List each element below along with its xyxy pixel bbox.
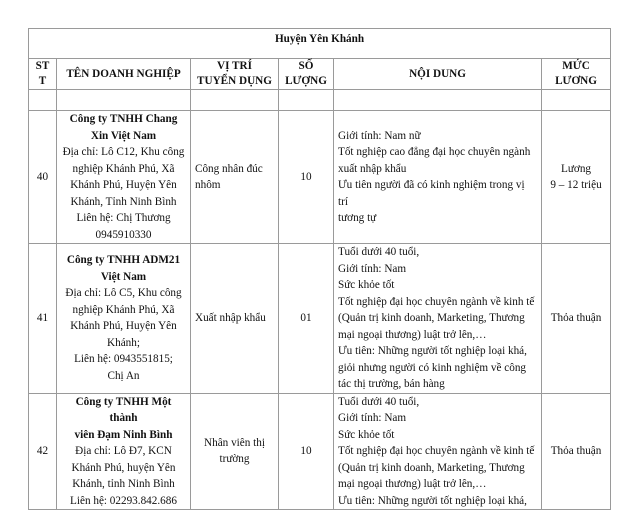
content-line: (Quản trị kinh doanh, Marketing, Thương (338, 312, 525, 324)
stt-cell: 41 (29, 244, 57, 394)
header-quantity (279, 59, 334, 90)
company-name-line: viên Đạm Ninh Bình (74, 428, 173, 441)
header-position-line1: VỊ TRÍ (217, 60, 252, 72)
company-detail-line: Khánh, Tỉnh Ninh Bình (70, 195, 177, 208)
company-detail-line: Chị An (107, 369, 140, 382)
table-row (29, 244, 611, 394)
header-stt-line1: ST (35, 60, 50, 72)
header-salary-line1: MỨC (562, 60, 590, 72)
company-name-line: Công ty TNHH ADM21 (66, 254, 181, 267)
company-detail-line: Khánh Phú, huyện Yên (71, 461, 176, 474)
company-detail-line: Khánh, tỉnh Ninh Bình (72, 478, 175, 490)
salary-line: Lương (561, 162, 592, 175)
header-position-line2: TUYỂN DỤNG (197, 75, 272, 87)
header-company: TÊN DOANH NGHIỆP (57, 59, 191, 90)
empty-cell (334, 90, 542, 111)
header-salary (542, 59, 611, 90)
stt-cell: 42 (29, 393, 57, 510)
content-line: Tốt nghiệp đại học chuyên ngành về kinh tế (338, 295, 535, 308)
content-line: giỏi nhưng người có kinh nghiệm về công (338, 361, 527, 374)
content-line: Tuổi dưới 40 tuổi, (338, 395, 420, 408)
empty-row (29, 90, 611, 111)
content-line: xuất nhập khẩu (338, 162, 407, 175)
empty-cell (57, 90, 191, 111)
header-content: NỘI DUNG (334, 59, 542, 90)
company-detail-line: Địa chỉ: Lô Đ7, KCN (75, 445, 172, 457)
district-title: Huyện Yên Khánh (29, 29, 611, 59)
content-line: mại ngoại thương) luật trở lên,… (338, 478, 487, 490)
company-detail-line: nghiệp Khánh Phú, Xã (72, 303, 175, 316)
company-name-line: Xin Việt Nam (90, 129, 157, 142)
company-detail-line: Liên hệ: Chị Thương (76, 212, 171, 224)
table-header-row (29, 59, 611, 90)
company-detail-line: 0945910330 (95, 228, 152, 241)
company-name-line: Việt Nam (100, 270, 147, 283)
content-cell (334, 393, 542, 510)
salary-line: Thỏa thuận (550, 445, 602, 457)
salary-cell (542, 393, 611, 510)
company-detail-line: Khánh Phú, Huyện Yên (70, 179, 177, 191)
recruitment-table (28, 28, 611, 510)
content-line: (Quản trị kinh doanh, Marketing, Thương (338, 461, 525, 474)
quantity-cell: 10 (279, 393, 334, 510)
content-line: Ưu tiên người đã có kinh nghiệm trong vị trí (338, 179, 525, 208)
company-detail-line: Liên hệ: 0943551815; (74, 353, 173, 366)
content-line: Tốt nghiệp cao đẳng đại học chuyên ngành (338, 146, 531, 158)
salary-cell (542, 111, 611, 244)
content-line: Giới tính: Nam (338, 262, 407, 275)
content-line: Tuổi dưới 40 tuổi, (338, 246, 420, 258)
company-detail-line: Khánh Phú, Huyện Yên (70, 320, 177, 333)
salary-line: Thỏa thuận (550, 312, 602, 324)
salary-cell (542, 244, 611, 394)
company-detail-line: nghiệp Khánh Phú, Xã (72, 162, 175, 175)
table-row (29, 393, 611, 510)
header-salary-line2: LƯƠNG (555, 75, 597, 87)
content-line: tác thị trường, bán hàng (338, 378, 445, 390)
content-cell (334, 244, 542, 394)
header-quantity-line2: LƯỢNG (285, 75, 327, 87)
company-cell (57, 244, 191, 394)
company-detail-line: Địa chỉ: Lô C5, Khu công (65, 287, 182, 300)
quantity-cell: 10 (279, 111, 334, 244)
company-detail-line: Địa chỉ: Lô C12, Khu công (62, 146, 185, 158)
content-line: Sức khỏe tốt (338, 279, 395, 291)
content-line: Sức khỏe tốt (338, 428, 395, 441)
company-detail-line: Liên hệ: 02293.842.686 (70, 494, 177, 507)
position-cell: Công nhân đúc nhôm (191, 111, 279, 244)
header-stt (29, 59, 57, 90)
content-line: Giới tính: Nam nữ (338, 129, 421, 142)
header-stt-line2: T (38, 75, 47, 87)
table-row (29, 111, 611, 244)
quantity-cell: 01 (279, 244, 334, 394)
empty-cell (191, 90, 279, 111)
empty-cell (279, 90, 334, 111)
empty-cell (542, 90, 611, 111)
company-name-line: Công ty TNHH Một thành (75, 395, 172, 424)
content-line: Ưu tiên: Những người tốt nghiệp loại khá, (338, 345, 527, 357)
company-detail-line: Khánh; (107, 336, 140, 349)
content-line: tương tự (338, 212, 377, 224)
content-clip (338, 394, 537, 507)
stt-cell: 40 (29, 111, 57, 244)
salary-line: 9 – 12 triệu (550, 179, 602, 191)
company-name-line: Công ty TNHH Chang (69, 113, 178, 125)
header-quantity-line1: SỐ (298, 60, 314, 72)
content-cell (334, 111, 542, 244)
header-position (191, 59, 279, 90)
content-line: Giới tính: Nam (338, 412, 407, 424)
company-cell (57, 111, 191, 244)
empty-cell (29, 90, 57, 111)
table-title-row (29, 29, 611, 59)
position-cell: Xuất nhập khẩu (191, 244, 279, 394)
company-cell (57, 393, 191, 510)
content-line: mại ngoại thương) luật trở lên,… (338, 328, 487, 341)
content-line: Ưu tiên: Những người tốt nghiệp loại khá, (338, 494, 527, 507)
content-line: Tốt nghiệp đại học chuyên ngành về kinh tế (338, 445, 535, 457)
position-cell: Nhân viên thị trường (191, 393, 279, 510)
